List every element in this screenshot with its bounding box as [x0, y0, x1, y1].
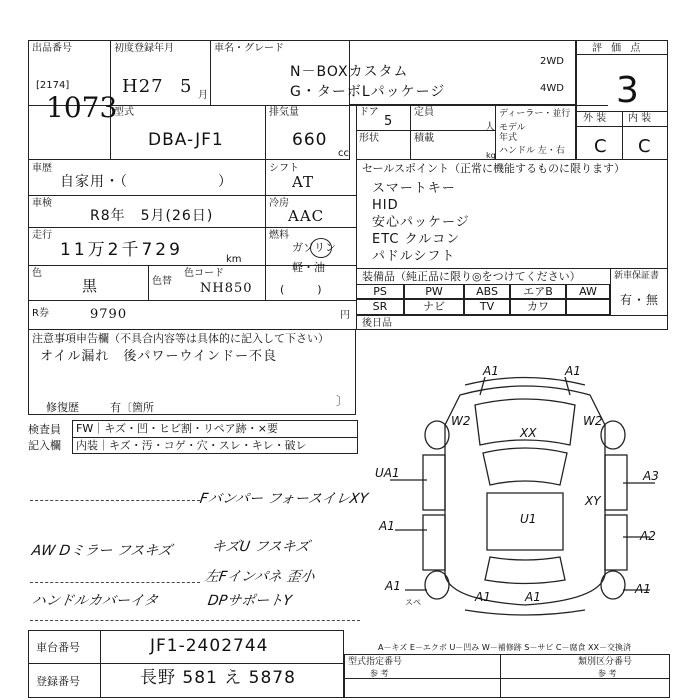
score-exterior: C	[594, 136, 608, 157]
repair-value: 有〔箇所	[110, 401, 154, 414]
equip-tv: TV	[464, 299, 510, 315]
mark-a1-top-left: A1	[483, 365, 499, 378]
car-windshield	[483, 448, 567, 485]
mark-u1: U1	[520, 512, 537, 526]
model-value: DBA-JF1	[148, 130, 224, 150]
left-rear-door	[423, 515, 445, 570]
mileage-value: 11万2千729	[60, 240, 183, 260]
mark-a1-bottom-left: A1	[385, 579, 401, 593]
hand-note-5: ハンドルカバーイタ	[30, 593, 159, 609]
sales-points-label: セールスポイント（正常に機能するものに限ります）	[362, 162, 626, 175]
hand-note-2: AW Dミラー フスキズ	[30, 543, 173, 559]
inspection-value: R8年 5月(26日)	[90, 208, 214, 224]
displacement-value: 660	[292, 130, 328, 150]
mark-xy: XY	[585, 494, 601, 508]
warranty-value: 有・無	[620, 293, 660, 307]
car-name-label: 車名・グレード	[214, 43, 284, 54]
damage-legend: A－キズ E－エクボ U－凹み W－補修跡 S－サビ C－腐食 XX－交換済	[378, 643, 632, 652]
fuel-selected-circle	[310, 238, 332, 258]
sales-point-5: パドルシフト	[372, 249, 456, 264]
chassis-value: JF1-2402744	[150, 636, 269, 656]
notes-line1: オイル漏れ 後パワーウインドー不良	[40, 349, 277, 364]
equip-pw: PW	[404, 284, 464, 299]
car-rear-glass	[485, 557, 565, 584]
equip-abs: ABS	[464, 284, 510, 299]
ac-value: AAC	[288, 207, 325, 225]
history-value: 自家用・（ ）	[60, 174, 233, 190]
score-label: 評 価 点	[592, 43, 644, 54]
equip-aw: AW	[566, 284, 610, 299]
mark-w2-left: W2	[451, 414, 471, 428]
equip-leather: カワ	[510, 299, 566, 315]
score-interior: C	[638, 136, 652, 157]
sales-point-1: スマートキー	[372, 181, 456, 196]
car-name-line1: N－BOXカスタム	[290, 64, 409, 80]
notes-label: 注意事項申告欄（不具合内容等は具体的に記入して下さい）	[32, 332, 329, 345]
wheel-rr	[601, 571, 625, 599]
wheel-rl	[425, 571, 449, 599]
drive-4wd: 4WD	[540, 83, 564, 94]
first-reg-year: H27	[122, 76, 164, 97]
first-reg-month: 5	[180, 76, 193, 97]
lot-number: 1073	[46, 91, 118, 124]
mark-w2-right: W2	[583, 414, 603, 428]
mark-a1-bottom: A1	[475, 590, 491, 604]
mark-a1-top-right: A1	[565, 365, 581, 378]
equip-sr: SR	[356, 299, 404, 315]
equip-ps: PS	[356, 284, 404, 299]
color-value: 黒	[82, 277, 99, 295]
fuel-light: 軽・油	[292, 261, 325, 274]
shift-value: AT	[292, 173, 315, 191]
hand-note-6: DPサポートY	[206, 593, 293, 609]
first-reg-label: 初度登録年月	[114, 43, 174, 54]
hand-note-1: Fバンパー フォースイレXY	[198, 491, 369, 507]
hand-note-3: キズU フスキズ	[210, 539, 311, 555]
color-code: NH850	[200, 281, 253, 296]
drive-2wd: 2WD	[540, 56, 564, 67]
mark-a2: A2	[640, 529, 656, 543]
recycle-value: 9790	[90, 307, 128, 322]
mark-spare: スペ	[405, 598, 421, 607]
left-front-door	[423, 455, 445, 510]
doors-value: 5	[384, 114, 394, 129]
right-rear-door	[605, 515, 627, 570]
sales-point-4: ETC クルコン	[372, 232, 461, 247]
plate-value: 長野 581 え 5878	[140, 668, 296, 688]
mark-a1-bottom2: A1	[525, 590, 541, 604]
rear-bumper	[465, 610, 585, 615]
sales-point-2: HID	[372, 198, 399, 213]
lot-code: [2174]	[36, 80, 70, 91]
equip-navi: ナビ	[404, 299, 464, 315]
mark-a1-left: A1	[379, 519, 395, 533]
equip-airbag: エアB	[510, 284, 566, 299]
car-damage-diagram	[365, 365, 685, 625]
sales-point-3: 安心パッケージ	[372, 215, 470, 230]
mark-ua1: UA1	[375, 466, 400, 480]
car-name-line2: G・ターボLパッケージ	[290, 84, 446, 100]
equipment-label: 装備品（純正品に限り◎をつけてください）	[362, 270, 581, 283]
mark-a1-right: A1	[635, 582, 651, 596]
score-value: 3	[616, 70, 639, 111]
hand-note-4: 左Fインパネ 歪小	[203, 569, 316, 585]
lot-label: 出品番号	[32, 43, 72, 54]
fuel-gas: ガソリン	[292, 241, 336, 254]
mark-a3: A3	[643, 469, 659, 483]
mark-xx: XX	[520, 426, 537, 440]
